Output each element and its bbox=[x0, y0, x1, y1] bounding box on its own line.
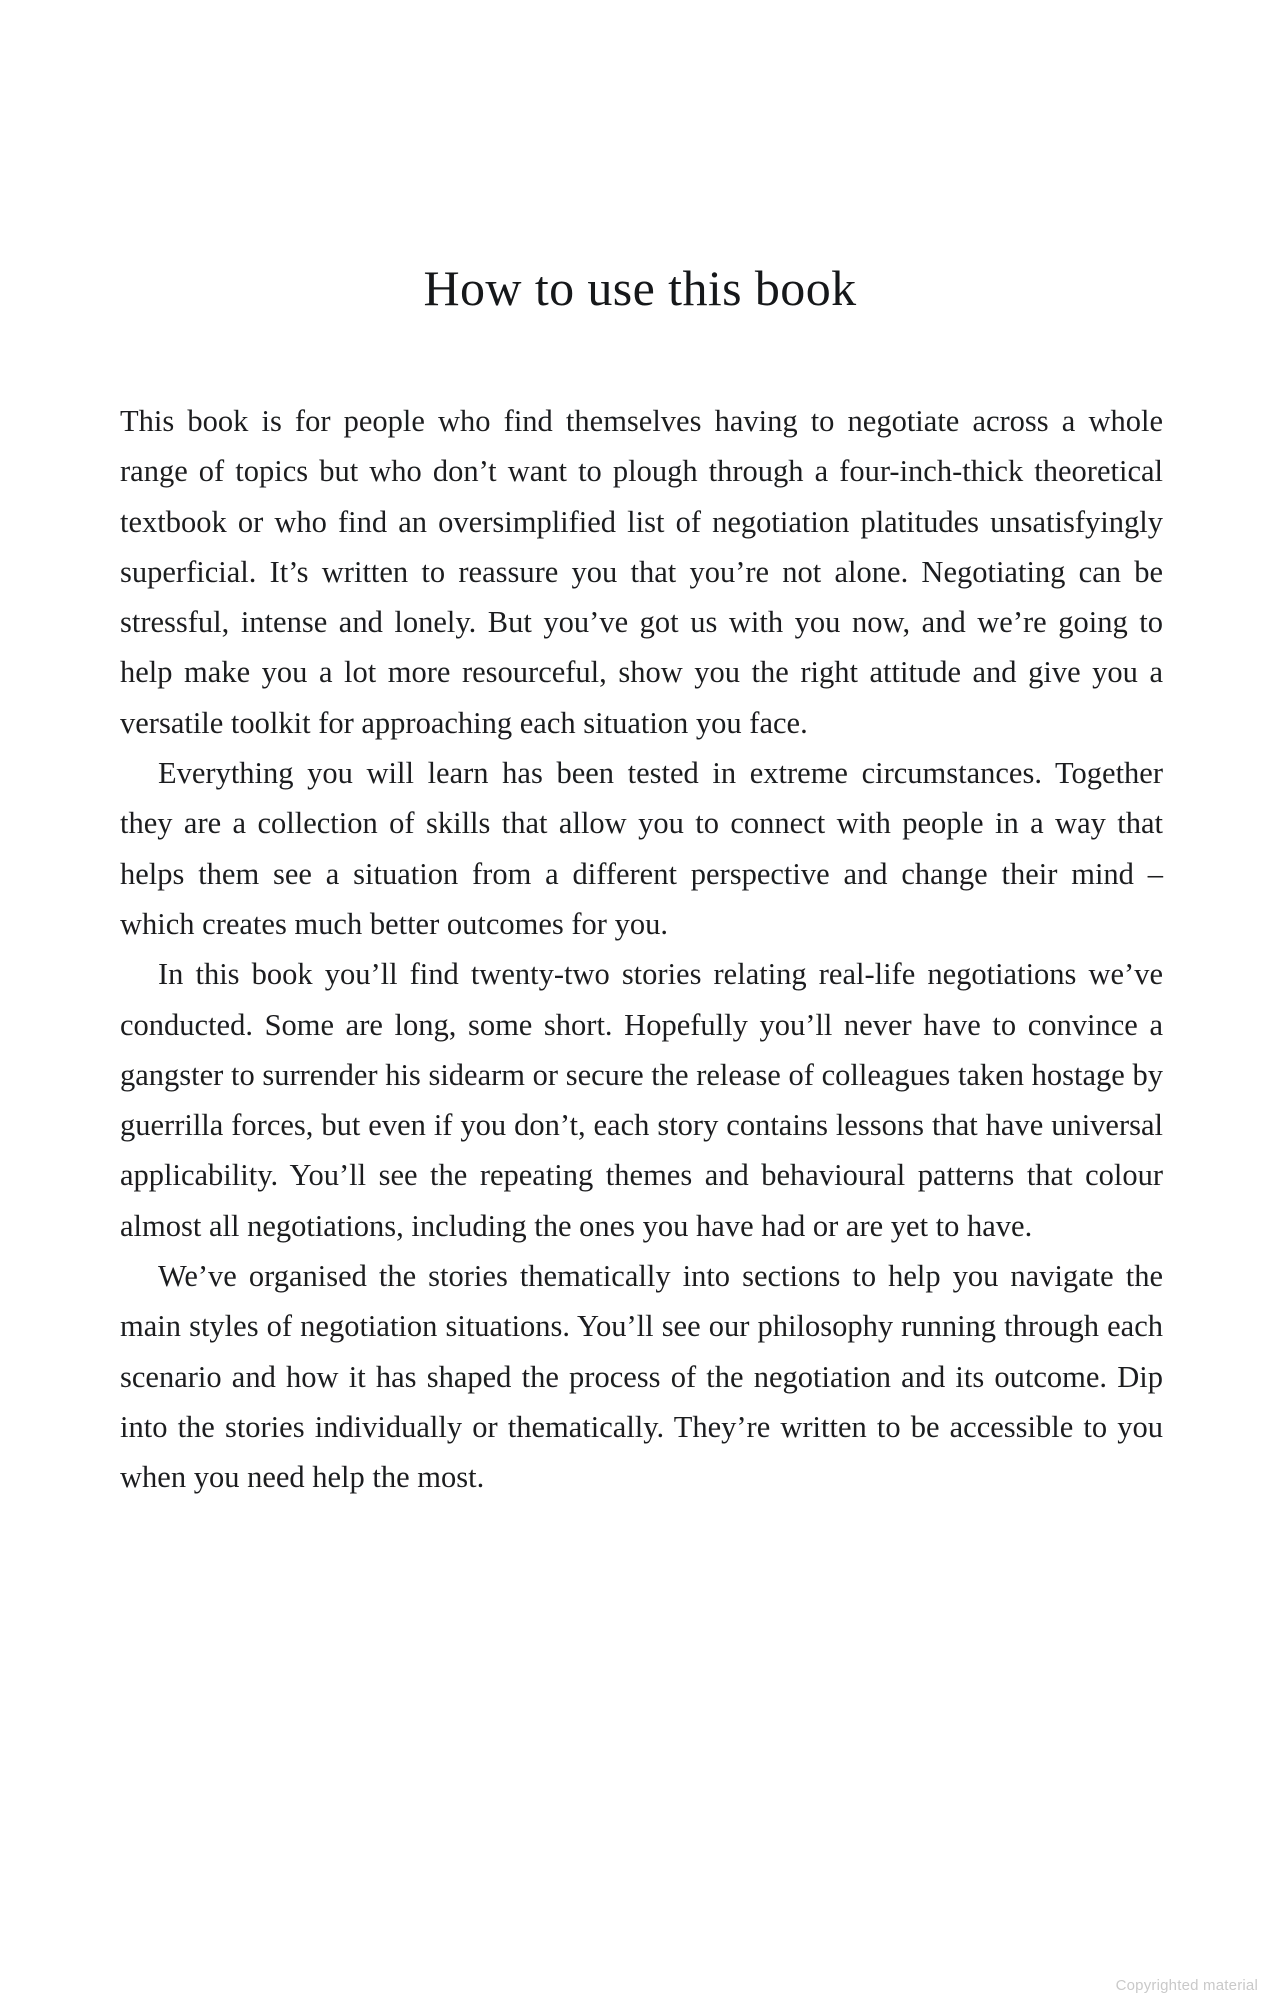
paragraph-3: In this book you’ll find twenty-two stories relating real-life negotiations we’ve conducted. Some are long, some short. Hopefully you’ll never have to convince a gangster to surrender his sidearm or secure the release of colleagues taken hostage by guerrilla forces, but even if you don’t, each story contains lessons that have universal applicability. You’ll see the repeating themes and behavioural patterns that colour almost all negotiations, including the ones you have had or are yet to have. bbox=[120, 957, 1163, 1243]
body-text-block bbox=[120, 396, 1163, 1503]
copyright-watermark: Copyrighted material bbox=[1115, 1977, 1258, 1994]
paragraph-2: Everything you will learn has been tested in extreme circumstances. Together they are a collection of skills that allow you to connect with people in a way that helps them see a situation from a different perspective and change their mind – which creates much better outcomes for you. bbox=[120, 756, 1163, 941]
page-title: How to use this book bbox=[423, 259, 857, 316]
paragraph-4: We’ve organised the stories thematically into sections to help you navigate the main styles of negotiation situations. You’ll see our philosophy running through each scenario and how it has shaped the process of the negotiation and its outcome. Dip into the stories individually or thematically. They’re written to be accessible to you when you need help the most. bbox=[120, 1259, 1163, 1495]
paragraph-1: This book is for people who find themselves having to negotiate across a whole range of topics but who don’t want to plough through a four-inch-thick theoretical textbook or who find an oversimplified list of negotiation platitudes unsatisfyingly superficial. It’s written to reassure you that you’re not alone. Negotiating can be stressful, intense and lonely. But you’ve got us with you now, and we’re going to help make you a lot more resourceful, show you the right attitude and give you a versatile toolkit for approaching each situation you face. bbox=[120, 404, 1163, 740]
